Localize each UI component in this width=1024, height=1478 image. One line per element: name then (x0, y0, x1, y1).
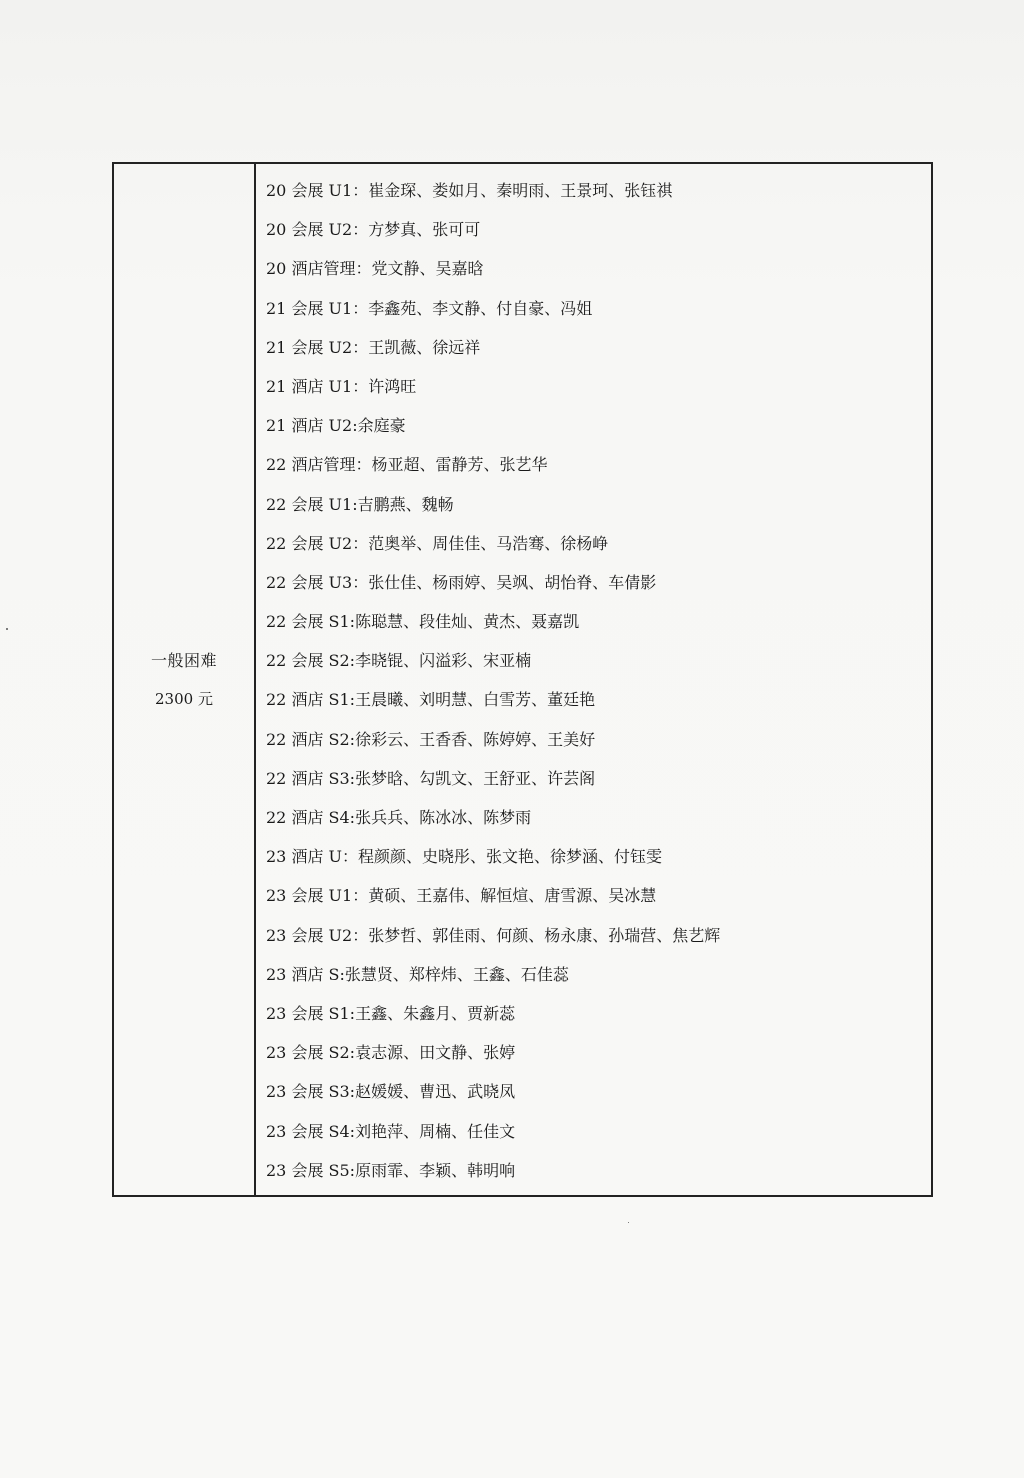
class-label: 20 会展 U2： (266, 220, 369, 240)
list-item (266, 837, 926, 876)
student-names: 吉鹏燕、魏畅 (357, 494, 454, 514)
class-label: 22 酒店 S4: (266, 808, 356, 827)
class-label: 20 会展 U1： (266, 181, 369, 200)
list-item (266, 210, 926, 249)
class-label: 21 会展 U1： (266, 298, 369, 318)
list-item (266, 720, 926, 759)
class-label: 20 酒店管理： (266, 259, 372, 279)
class-label: 22 会展 S1: (266, 612, 356, 632)
list-item (266, 289, 926, 328)
class-label: 21 会展 U2： (266, 337, 369, 357)
list-item (266, 798, 926, 837)
student-names: 赵媛媛、曹迅、武晓凤 (355, 1082, 516, 1102)
student-names: 张梦哲、郭佳雨、何颜、杨永康、孙瑞营、焦艺辉 (368, 925, 721, 945)
student-names: 张慧贤、郑梓炜、王鑫、石佳蕊 (344, 964, 569, 984)
list-item (266, 524, 926, 563)
class-label: 22 酒店 S1: (266, 690, 356, 710)
class-label: 23 酒店 S: (266, 964, 345, 984)
list-item (266, 994, 926, 1033)
student-names: 崔金琛、娄如月、秦明雨、王景珂、张钰祺 (368, 181, 673, 200)
class-label: 22 会展 U2： (266, 533, 369, 553)
class-label: 21 酒店 U1： (266, 376, 369, 396)
class-label: 22 会展 S2: (266, 651, 356, 671)
list-item (266, 406, 926, 445)
class-label: 23 会展 S4: (266, 1121, 356, 1141)
list-item (266, 916, 926, 955)
class-label: 22 酒店 S3: (266, 768, 356, 788)
list-item (266, 602, 926, 641)
list-item (266, 1151, 926, 1190)
student-names: 杨亚超、雷静芳、张艺华 (371, 455, 548, 475)
category-cell (114, 164, 254, 1195)
student-names: 李晓锟、闪溢彩、宋亚楠 (355, 651, 532, 671)
class-label: 23 会展 S5: (266, 1160, 356, 1180)
class-label: 21 酒店 U2: (266, 416, 358, 436)
student-names: 许鸿旺 (368, 376, 417, 396)
student-names: 陈聪慧、段佳灿、黄杰、聂嘉凯 (355, 612, 580, 632)
aid-list-table (112, 162, 933, 1197)
list-item (266, 249, 926, 288)
student-names: 张兵兵、陈冰冰、陈梦雨 (355, 808, 532, 827)
class-label: 22 会展 U1: (266, 494, 358, 514)
student-names: 王晨曦、刘明慧、白雪芳、董廷艳 (355, 690, 596, 710)
list-item (266, 641, 926, 680)
student-names: 原雨霏、李颖、韩明响 (355, 1160, 516, 1180)
student-names: 黄硕、王嘉伟、解恒煊、唐雪源、吴冰慧 (368, 886, 657, 906)
category-amount: 2300 元 (155, 689, 213, 708)
student-names: 党文静、吴嘉晗 (371, 259, 484, 279)
scan-speck (6, 628, 8, 630)
list-item (266, 445, 926, 484)
list-item (266, 1112, 926, 1151)
list-item (266, 485, 926, 524)
student-names: 范奥举、周佳佳、马浩骞、徐杨峥 (368, 533, 609, 553)
class-label: 23 会展 S3: (266, 1082, 356, 1102)
class-label: 23 会展 U1： (266, 886, 369, 906)
column-divider (254, 164, 256, 1195)
student-names: 方梦真、张可可 (368, 220, 481, 240)
list-item (266, 171, 926, 210)
student-names: 刘艳萍、周楠、任佳文 (355, 1121, 516, 1141)
student-names: 余庭豪 (357, 416, 406, 436)
class-label: 22 酒店 S2: (266, 729, 356, 749)
scan-speck (628, 1222, 629, 1223)
class-label: 23 会展 S2: (266, 1043, 356, 1063)
student-name-list (266, 171, 926, 1190)
category-label: 一般困难 (150, 650, 217, 670)
class-label: 22 会展 U3： (266, 572, 369, 592)
student-names: 程颜颜、史晓彤、张文艳、徐梦涵、付钰雯 (358, 847, 663, 867)
list-item (266, 328, 926, 367)
list-item (266, 759, 926, 798)
class-label: 22 酒店管理： (266, 455, 372, 475)
list-item (266, 876, 926, 915)
class-label: 23 会展 S1: (266, 1003, 356, 1023)
list-item (266, 367, 926, 406)
list-item (266, 1072, 926, 1111)
class-label: 23 酒店 U： (266, 847, 359, 867)
student-names: 张梦晗、勾凯文、王舒亚、许芸阁 (355, 768, 596, 788)
list-item (266, 680, 926, 719)
list-item (266, 955, 926, 994)
list-item (266, 563, 926, 602)
student-names: 王鑫、朱鑫月、贾新蕊 (355, 1003, 516, 1023)
class-label: 23 会展 U2： (266, 925, 369, 945)
list-item (266, 1033, 926, 1072)
student-names: 徐彩云、王香香、陈婷婷、王美好 (355, 729, 596, 749)
student-names: 袁志源、田文静、张婷 (355, 1043, 516, 1063)
student-names: 王凯薇、徐远祥 (368, 337, 481, 357)
student-names: 张仕佳、杨雨婷、吴飒、胡怡脊、车倩影 (368, 572, 657, 592)
student-names: 李鑫苑、李文静、付自豪、冯姐 (368, 298, 593, 318)
